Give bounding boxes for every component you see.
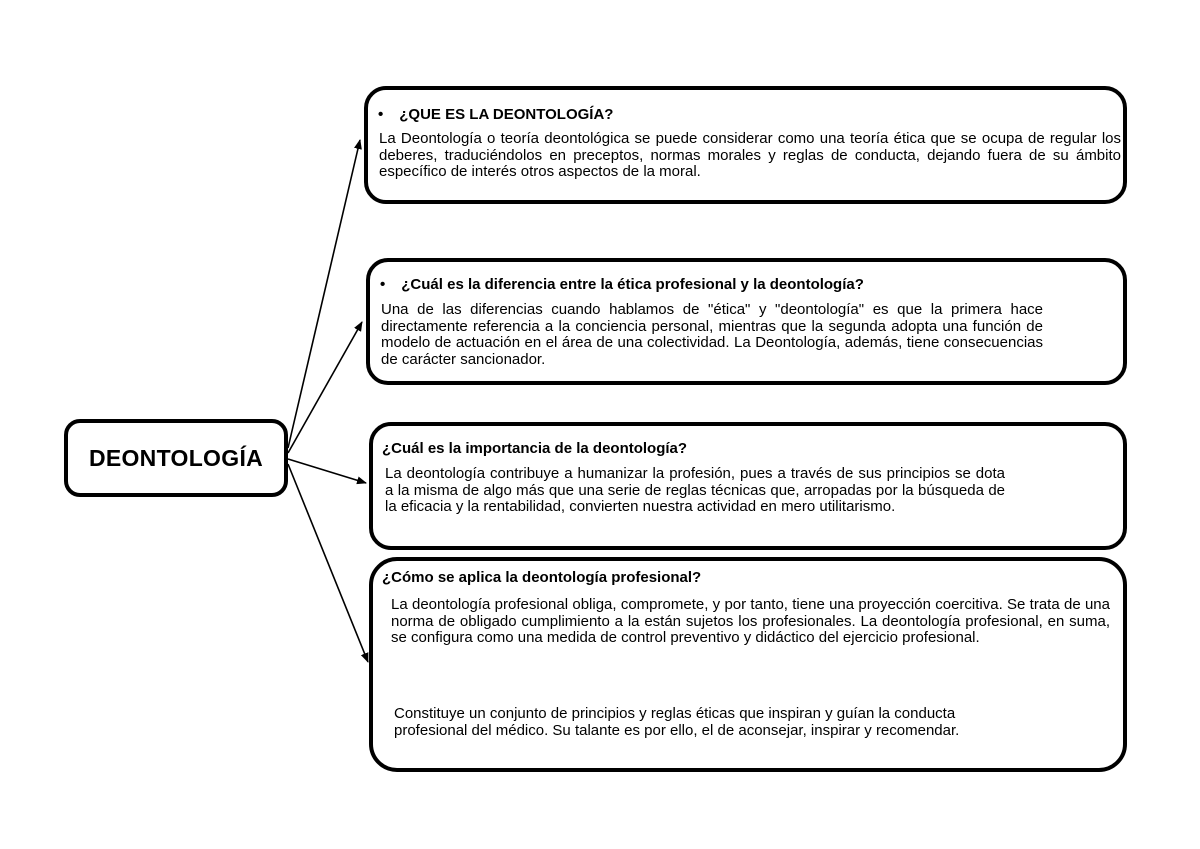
box-como-se-aplica (369, 557, 1127, 772)
box-importancia (369, 422, 1127, 550)
arrow-to-box-1 (288, 140, 360, 448)
box-body: Una de las diferencias cuando hablamos de "ética" y "deontología" es que la primera hace directamente referencia a la conciencia personal, mientras que la segunda adopta una función de modelo de actuación en el área de una colectividad. La Deontología, además, tiene consecuencias de carácter sancionador. (381, 301, 1043, 368)
box-title-text: ¿QUE ES LA DEONTOLOGÍA? (399, 106, 614, 123)
box-que-es (364, 86, 1127, 204)
bullet: • (378, 106, 384, 123)
arrow-to-box-2 (288, 322, 362, 453)
box-body: La deontología contribuye a humanizar la profesión, pues a través de sus principios se dota a la misma de algo más que una serie de reglas técnicas que, arropadas por la búsqueda de la eficacia y la rentabilidad, convierten nuestra actividad en mero utilitarismo. (385, 465, 1005, 515)
bullet: • (380, 276, 386, 293)
box-body: La deontología profesional obliga, compromete, y por tanto, tiene una proyección coercitiva. Se trata de una norma de obligado cumplimiento a la están sujetos los profesionales. La deontología profesional, en suma, se configura como una medida de control preventivo y didáctico del ejercicio profesional. (391, 596, 1110, 646)
box-diferencia (366, 258, 1127, 385)
box-title: ¿Cómo se aplica la deontología profesional? (382, 569, 702, 586)
box-title-text: ¿Cuál es la diferencia entre la ética profesional y la deontología? (401, 276, 864, 293)
arrow-to-box-4 (288, 464, 368, 662)
box-body: La Deontología o teoría deontológica se puede considerar como una teoría ética que se ocupa de regular los deberes, traduciéndolos en preceptos, normas morales y reglas de conducta, dejando fuera de su ámbito específico de interés otros aspectos de la moral. (379, 130, 1121, 180)
box-title: ¿Cuál es la importancia de la deontología? (382, 440, 688, 457)
box-body-secondary: Constituye un conjunto de principios y reglas éticas que inspiran y guían la conducta profesional del médico. Su talante es por ello, el de aconsejar, inspirar y recomendar. (394, 705, 960, 739)
box-title (380, 276, 864, 293)
box-title (378, 106, 613, 123)
central-label: DEONTOLOGÍA (88, 444, 264, 471)
arrow-to-box-3 (288, 459, 366, 483)
central-node (64, 419, 288, 497)
